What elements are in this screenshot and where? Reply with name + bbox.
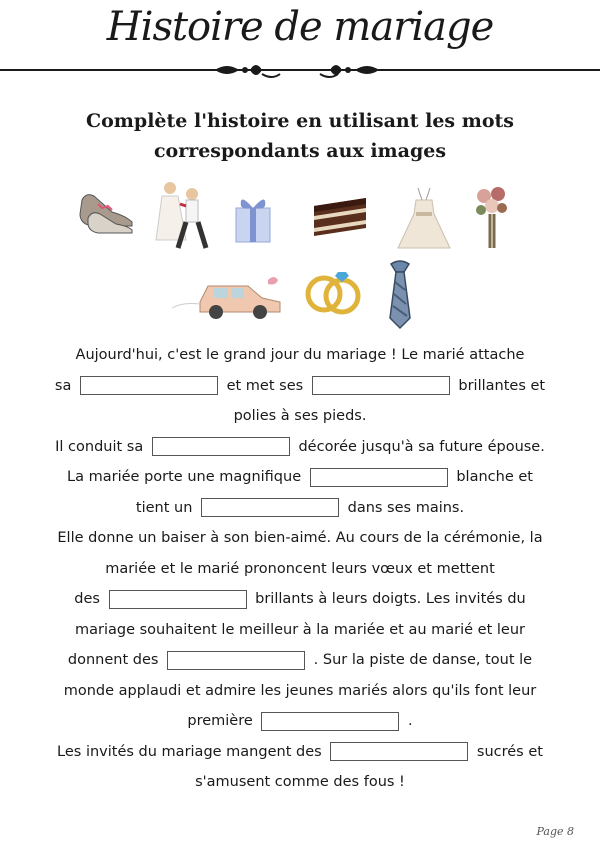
story-text-segment: mariée et le marié prononcent leurs vœux et mettent	[105, 560, 495, 577]
story-text-segment: .	[408, 713, 413, 729]
instructions	[60, 106, 540, 166]
answer-blank-shoes[interactable]	[312, 376, 450, 395]
story-line	[40, 584, 560, 615]
story-text-segment: brillantes et	[458, 377, 546, 394]
rings-icon	[302, 266, 364, 318]
story-line	[40, 371, 560, 402]
decorative-divider	[0, 60, 600, 84]
story-text-segment: Elle donne un baiser à son bien-aimé. Au cours de la cérémonie, la	[57, 530, 543, 546]
story-text-segment: . Sur la piste de danse, tout le	[313, 652, 533, 668]
answer-blank-tie[interactable]	[80, 376, 218, 395]
answer-blank-rings[interactable]	[109, 590, 247, 609]
story-line	[40, 432, 560, 463]
story-line	[40, 462, 560, 493]
story-text-segment: polies à ses pieds.	[233, 408, 367, 424]
tie-icon	[385, 258, 415, 330]
story-line	[40, 554, 560, 585]
answer-blank-dance[interactable]	[261, 712, 399, 731]
story-text-segment: décorée jusqu'à sa future épouse.	[298, 438, 545, 455]
shoes-icon	[78, 190, 138, 235]
wedding-car-icon	[170, 272, 286, 322]
answer-blank-bouquet[interactable]	[201, 498, 339, 517]
page-number: Page 8	[536, 825, 574, 838]
story-text-segment: s'amusent comme des fous !	[195, 774, 405, 790]
story-text-segment: Aujourd'hui, c'est le grand jour du mariage ! Le marié attache	[75, 347, 525, 363]
story-text-segment: donnent des	[67, 652, 159, 668]
story-text-segment: sucrés et	[476, 743, 543, 760]
story-line	[40, 706, 560, 737]
story-line	[40, 523, 560, 554]
story-text-segment: La mariée porte une magnifique	[67, 469, 302, 485]
answer-blank-dress[interactable]	[310, 468, 448, 487]
story-text-segment: des	[74, 591, 100, 607]
story-text-segment: et met ses	[226, 377, 304, 394]
story-text-segment: Les invités du mariage mangent des	[57, 743, 322, 760]
bouquet-icon	[472, 184, 512, 252]
bride-groom-icon	[150, 180, 212, 256]
story-text-segment: sa	[54, 377, 72, 394]
story-line	[40, 767, 560, 798]
gift-icon	[232, 192, 274, 244]
answer-blank-cake[interactable]	[330, 742, 468, 761]
story-text-segment: blanche et	[456, 469, 533, 485]
story-line	[40, 493, 560, 524]
instructions-line-2: correspondants aux images	[153, 140, 447, 162]
story-line	[40, 737, 560, 768]
story-line	[40, 401, 560, 432]
story-line	[40, 645, 560, 676]
instructions-line-1: Complète l'histoire en utilisant les mots	[86, 110, 514, 132]
story-line	[40, 676, 560, 707]
story-line	[40, 340, 560, 371]
story-text-segment: Il conduit sa	[55, 438, 144, 455]
story-text-segment: monde applaudi et admire les jeunes mariés alors qu'ils font leur	[63, 682, 537, 699]
story-text-segment: mariage souhaitent le meilleur à la mariée et au marié et leur	[74, 621, 526, 638]
answer-blank-car[interactable]	[152, 437, 290, 456]
cake-icon	[310, 194, 370, 239]
story-line	[40, 615, 560, 646]
story-text-segment: brillants à leurs doigts. Les invités du	[255, 591, 526, 607]
page-title: Histoire de mariage	[106, 4, 494, 50]
story-text	[40, 340, 560, 798]
wedding-dress-icon	[396, 186, 452, 252]
story-text-segment: première	[187, 713, 253, 729]
answer-blank-gifts[interactable]	[167, 651, 305, 670]
story-text-segment: tient un	[135, 499, 193, 516]
story-text-segment: dans ses mains.	[347, 499, 465, 516]
